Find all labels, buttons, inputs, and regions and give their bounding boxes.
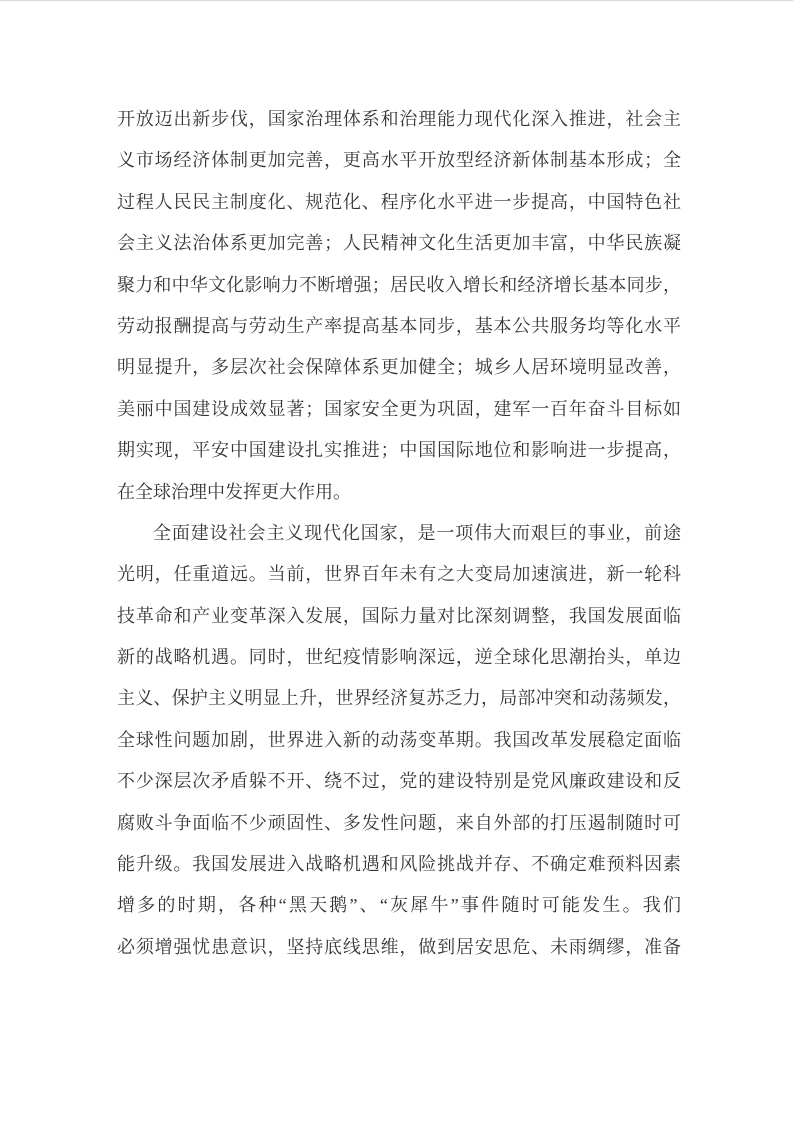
text-line: 必须增强忧患意识，坚持底线思维，做到居安思危、未雨绸缪，准备 [117,936,681,957]
text-line: 全面建设社会主义现代化国家，是一项伟大而艰巨的事业，前途 [153,522,681,543]
text-line: 会主义法治体系更加完善；人民精神文化生活更加丰富，中华民族凝 [117,233,681,254]
text-line: 光明，任重道远。当前，世界百年未有之大变局加速演进，新一轮科 [117,564,681,585]
text-line: 不少深层次矛盾躲不开、绕不过，党的建设特别是党风廉政建设和反 [117,771,681,792]
text-line: 聚力和中华文化影响力不断增强；居民收入增长和经济增长基本同步， [117,274,681,295]
text-line: 新的战略机遇。同时，世纪疫情影响深远，逆全球化思潮抬头，单边 [117,647,681,668]
text-line: 期实现，平安中国建设扎实推进；中国国际地位和影响进一步提高， [117,440,681,461]
text-line: 劳动报酬提高与劳动生产率提高基本同步，基本公共服务均等化水平 [117,315,681,336]
text-line: 全球性问题加剧，世界进入新的动荡变革期。我国改革发展稳定面临 [117,729,681,750]
text-line: 在全球治理中发挥更大作用。 [117,481,351,502]
text-line: 能升级。我国发展进入战略机遇和风险挑战并存、不确定难预料因素 [117,854,681,875]
text-line: 美丽中国建设成效显著；国家安全更为巩固，建军一百年奋斗目标如 [117,398,681,419]
text-line: 腐败斗争面临不少顽固性、多发性问题，来自外部的打压遏制随时可 [117,812,681,833]
text-line: 过程人民民主制度化、规范化、程序化水平进一步提高，中国特色社 [117,191,681,212]
page-top-border [0,0,793,1]
text-line: 增多的时期，各种“黑天鹅”、“灰犀牛”事件随时可能发生。我们 [117,895,681,916]
text-line: 技革命和产业变革深入发展，国际力量对比深刻调整，我国发展面临 [117,605,681,626]
text-line: 义市场经济体制更加完善，更高水平开放型经济新体制基本形成；全 [117,150,681,171]
document-text-body [117,99,681,968]
text-line: 主义、保护主义明显上升，世界经济复苏乏力，局部冲突和动荡频发， [117,688,681,709]
text-line: 开放迈出新步伐，国家治理体系和治理能力现代化深入推进，社会主 [117,109,681,129]
text-line: 明显提升，多层次社会保障体系更加健全；城乡人居环境明显改善， [117,357,681,378]
